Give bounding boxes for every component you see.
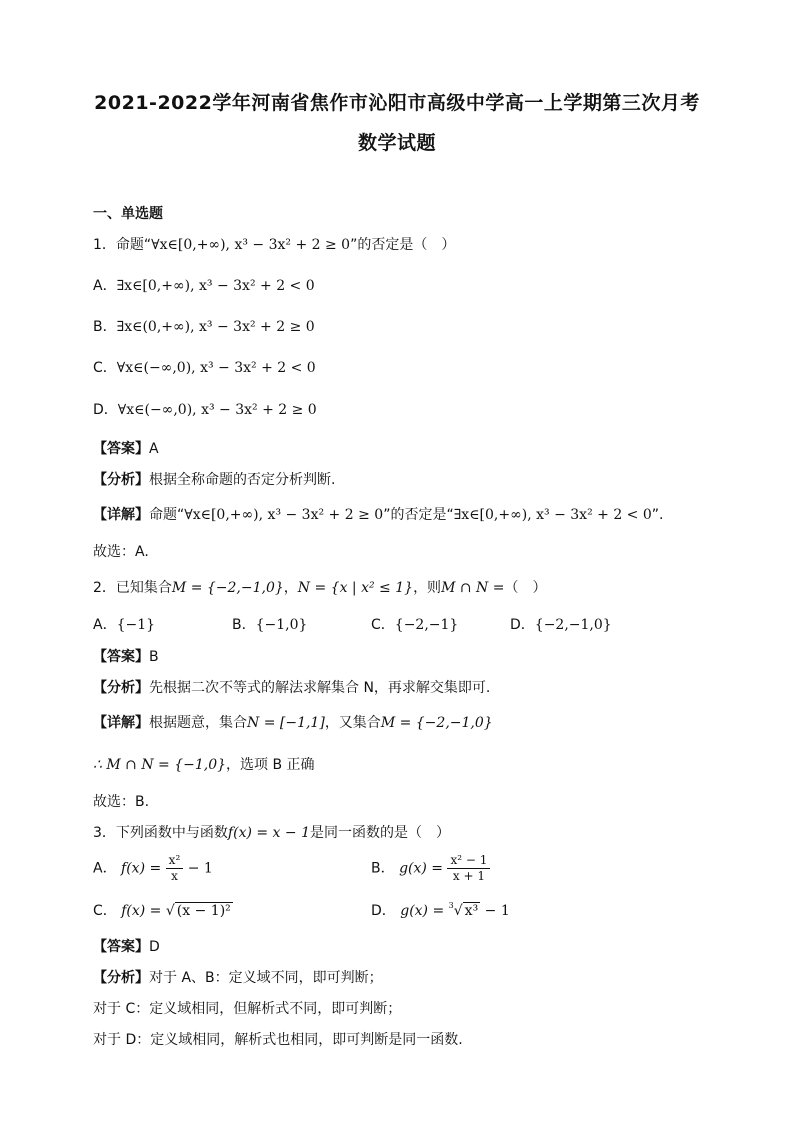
radicand: x³ (464, 903, 479, 919)
root-index: 3 (448, 901, 454, 910)
detail-tag: 【详解】 (93, 507, 149, 523)
q1-stem-text: 1．命题“ (93, 237, 152, 253)
q2-stem-text: 2．已知集合 (93, 580, 172, 596)
q1-option-c (93, 357, 316, 377)
option-label: D． (510, 617, 535, 633)
answer-value: D (149, 939, 160, 955)
q1-option-a (93, 275, 315, 295)
q3-analysis (93, 967, 383, 987)
option-label: C． (371, 617, 395, 633)
option-math: {−2,−1,0} (534, 617, 612, 633)
option-label: B． (93, 319, 117, 335)
q3-option-a (93, 853, 213, 884)
q3-analysis-line3: 对于 D：定义域相同，解析式也相同，即可判断是同一函数. (93, 1032, 463, 1048)
q1-stem (93, 234, 455, 254)
radicand: (x − 1)² (176, 903, 231, 919)
q2-analysis (93, 677, 490, 697)
doc-title-line2: 数学试题 (357, 132, 436, 154)
q3-stem (93, 822, 450, 842)
q3-analysis-line2: 对于 C：定义域相同，但解析式不同，即可判断； (93, 1001, 402, 1017)
detail-text: 根据题意，集合 (149, 715, 247, 731)
q2-stem-text: ，则 (413, 580, 442, 596)
analysis-tag: 【分析】 (93, 680, 149, 696)
q2-option-d (510, 614, 612, 634)
q3-option-b (371, 853, 490, 884)
q3-option-d (371, 900, 510, 920)
q1-analysis (93, 469, 335, 489)
detail-math: M = {−2,−1,0} (380, 715, 493, 731)
option-math: {−1,0} (255, 617, 308, 633)
q1-conclusion: 故选：A. (93, 544, 149, 560)
detail-math: ∴ M ∩ N = {−1,0} (93, 757, 227, 773)
analysis-tag: 【分析】 (93, 472, 149, 488)
option-math: ∃x∈[0,+∞), x³ − 3x² + 2 < 0 (116, 278, 315, 294)
q2-stem-math: M = {−2,−1,0} (171, 580, 284, 596)
detail-text: ”的否定是“ (383, 507, 454, 523)
option-math: ∀x∈(−∞,0), x³ − 3x² + 2 < 0 (116, 360, 316, 376)
analysis-tag: 【分析】 (93, 970, 149, 986)
q2-option-c (371, 614, 458, 634)
q2-detail (93, 712, 493, 732)
option-math: f(x) = (121, 903, 162, 919)
option-math: − 1 (484, 903, 510, 919)
section-heading: 一、单选题 (93, 206, 163, 222)
q2-stem (93, 577, 546, 597)
q2-option-a (93, 614, 155, 634)
option-label: D． (371, 903, 396, 919)
option-label: D． (93, 402, 118, 418)
fraction-numerator: x² − 1 (447, 853, 490, 869)
q3-stem-math: f(x) = x − 1 (227, 825, 310, 841)
detail-tag: 【详解】 (93, 715, 149, 731)
analysis-text: 根据全称命题的否定分析判断. (149, 472, 336, 488)
option-math: {−2,−1} (394, 617, 459, 633)
detail-math: ∀x∈[0,+∞), x³ − 3x² + 2 ≥ 0 (184, 507, 384, 523)
q1-stem-math: ∀x∈[0,+∞), x³ − 3x² + 2 ≥ 0 (151, 237, 351, 253)
option-label: A． (93, 278, 117, 294)
q3-stem-tail: 是同一函数的是（ ） (310, 825, 450, 841)
option-math: − 1 (187, 860, 213, 877)
q1-detail (93, 504, 663, 524)
option-label: C． (93, 903, 117, 919)
fraction (447, 853, 490, 884)
analysis-text: 对于 A、B：定义域不同，即可判断； (149, 970, 383, 986)
q2-stem-text: ， (283, 580, 298, 596)
doc-title-line1: 2021-2022学年河南省焦作市沁阳市高级中学高一上学期第三次月考 (94, 92, 700, 114)
option-math: ∃x∈(0,+∞), x³ − 3x² + 2 ≥ 0 (116, 319, 315, 335)
fraction-denominator: x (171, 869, 178, 883)
q3-answer (93, 936, 160, 956)
detail-text: 命题“ (149, 507, 185, 523)
option-label: A． (93, 860, 117, 877)
q2-stem-tail: （ ） (504, 580, 547, 596)
option-math: f(x) = (121, 860, 162, 877)
detail-text: ”. (651, 507, 664, 523)
sqrt-sign-icon: √ (453, 903, 463, 919)
option-math: g(x) = (400, 903, 445, 919)
q1-answer (93, 438, 159, 458)
answer-tag: 【答案】 (93, 649, 149, 665)
answer-tag: 【答案】 (93, 441, 149, 457)
q2-conclusion: 故选：B. (93, 794, 150, 810)
detail-text: ，又集合 (324, 715, 381, 731)
fraction-numerator: x² (166, 853, 184, 869)
answer-tag: 【答案】 (93, 939, 149, 955)
q1-option-d (93, 399, 317, 419)
option-label: B． (371, 860, 395, 877)
detail-text: ，选项 B 正确 (226, 757, 315, 773)
q3-option-c (93, 900, 233, 920)
q1-option-b (93, 316, 315, 336)
q2-stem-math: M ∩ N = (441, 580, 505, 596)
option-math: g(x) = (399, 860, 444, 877)
fraction (166, 853, 184, 884)
answer-value: A (149, 441, 159, 457)
q3-stem-text: 3．下列函数中与函数 (93, 825, 228, 841)
detail-math: N = [−1,1] (247, 715, 325, 731)
q1-stem-tail: ”的否定是（ ） (350, 237, 456, 253)
q2-detail-line2 (93, 754, 315, 774)
sqrt-sign-icon: √ (165, 903, 175, 919)
q2-stem-math: N = {x | x² ≤ 1} (297, 580, 414, 596)
fraction-denominator: x + 1 (452, 869, 485, 883)
detail-math: ∃x∈[0,+∞), x³ − 3x² + 2 < 0 (453, 507, 652, 523)
option-label: B． (232, 617, 256, 633)
option-label: A． (93, 617, 117, 633)
analysis-text: 先根据二次不等式的解法求解集合 N，再求解交集即可. (149, 680, 491, 696)
option-math: ∀x∈(−∞,0), x³ − 3x² + 2 ≥ 0 (117, 402, 317, 418)
q2-answer (93, 646, 159, 666)
q2-option-b (232, 614, 307, 634)
answer-value: B (149, 649, 159, 665)
option-math: {−1} (116, 617, 156, 633)
option-label: C． (93, 360, 117, 376)
